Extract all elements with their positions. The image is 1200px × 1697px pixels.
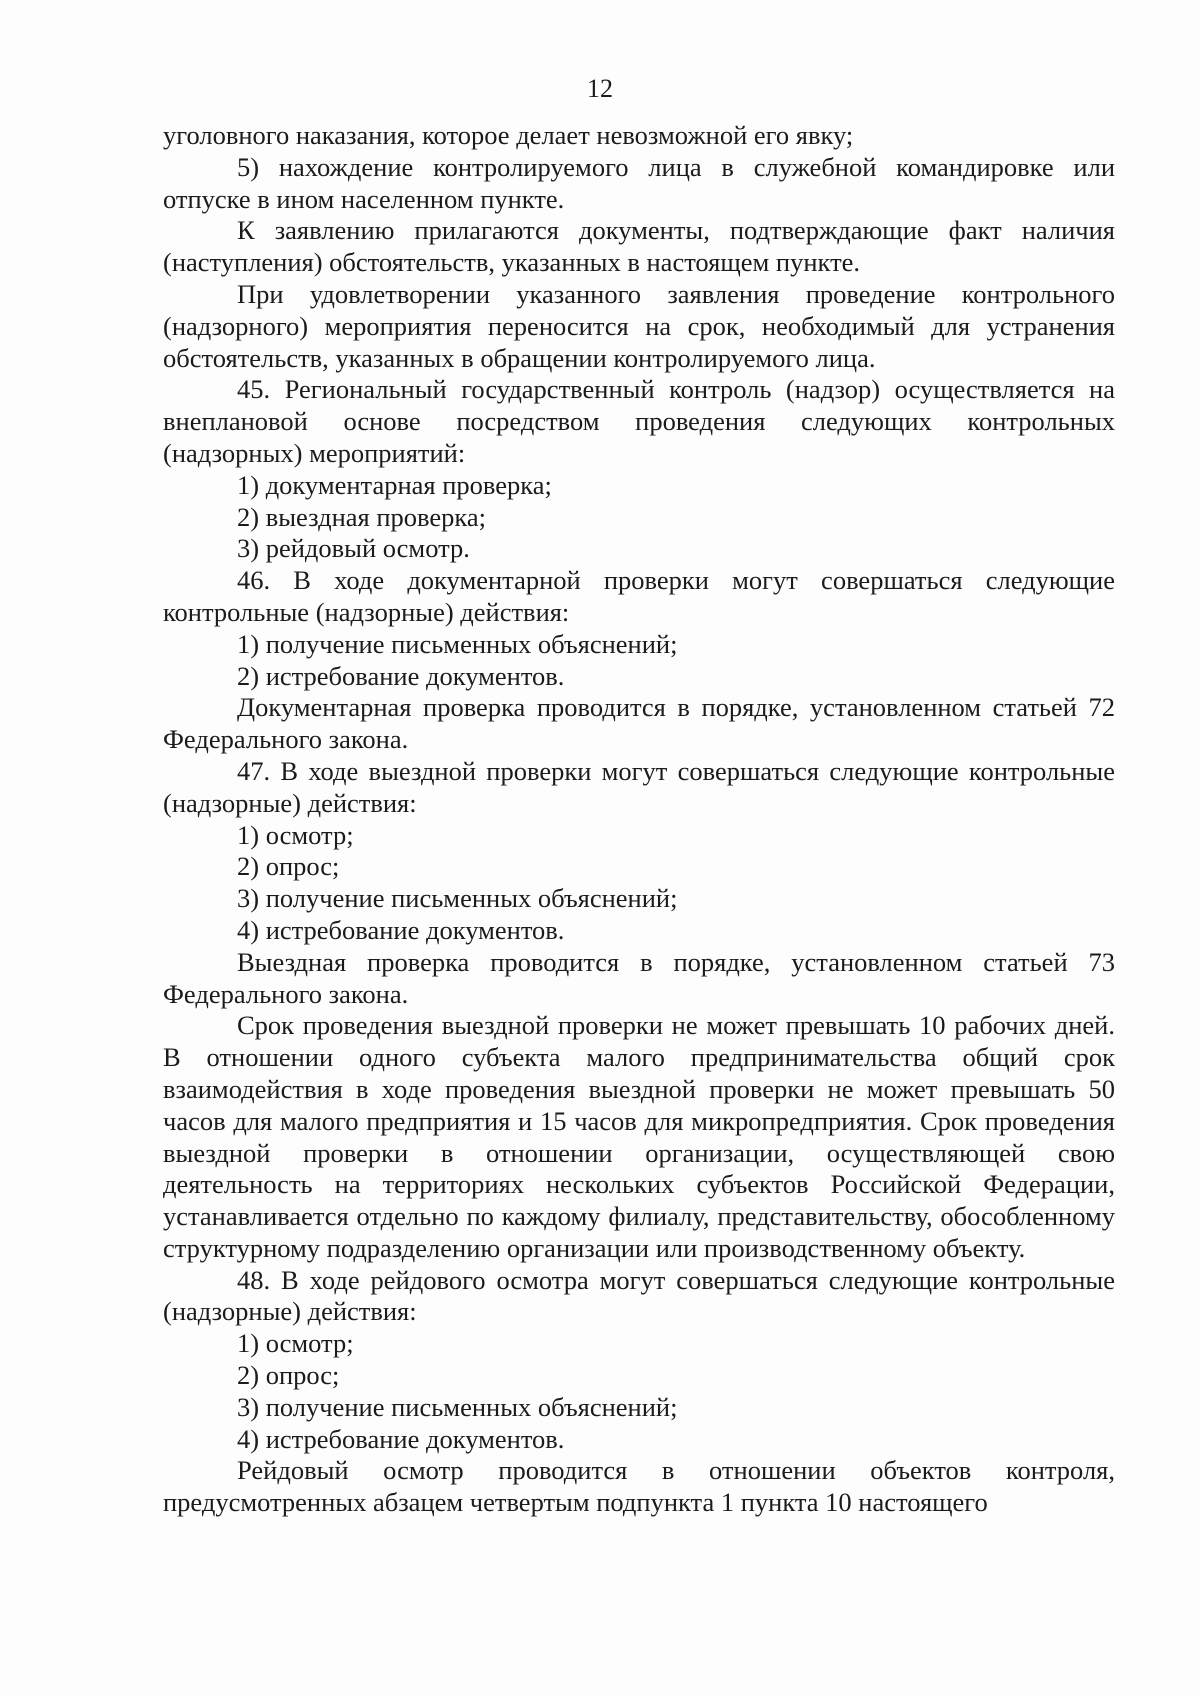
paragraph: 5) нахождение контролируемого лица в служебной командировке или отпуске в ином населенном пункте. [163,151,1115,214]
list-item: 2) опрос; [237,1360,340,1391]
list-item: 1) получение письменных объяснений; [237,628,678,659]
list-item: 1) осмотр; [237,1328,354,1359]
list-item: 3) получение письменных объяснений; [237,883,678,914]
page-number: 12 [587,74,613,103]
paragraph: Выездная проверка проводится в порядке, установленном статьей 73 Федерального закона. [163,946,1115,1009]
paragraph: 47. В ходе выездной проверки могут совершаться следующие контрольные (надзорные) действия: [163,755,1115,818]
paragraph: Рейдовый осмотр проводится в отношении объектов контроля, предусмотренных абзацем четвертым подпункта 1 пункта 10 настоящего [163,1455,1115,1518]
paragraph: Документарная проверка проводится в порядке, установленном статьей 72 Федерального закона. [163,692,1115,755]
list-item: 2) опрос; [237,851,340,882]
document-body [163,120,1115,1519]
list-item: 1) документарная проверка; [237,469,552,500]
paragraph: Срок проведения выездной проверки не может превышать 10 рабочих дней. В отношении одного субъекта малого предпринимательства общий срок взаимодействия в ходе проведения выездной проверки не может превышать 50 часов для малого предприятия и 15 часов для микропредприятия. Срок проведения выездной проверки в отношении организации, осуществляющей свою деятельность на территориях нескольких субъектов Российской Федерации, устанавливается отдельно по каждому филиалу, представительству, обособленному структурному подразделению организации или производственному объекту. [163,1010,1115,1263]
paragraph: 45. Региональный государственный контроль (надзор) осуществляется на внеплановой основе посредством проведения следующих контрольных (надзорных) мероприятий: [163,374,1115,468]
paragraph: 46. В ходе документарной проверки могут совершаться следующие контрольные (надзорные) действия: [163,565,1115,627]
list-item: 3) получение письменных объяснений; [237,1391,678,1422]
list-item: 3) рейдовый осмотр. [237,533,470,564]
list-item: 2) выездная проверка; [237,501,486,532]
paragraph: уголовного наказания, которое делает невозможной его явку; [163,120,854,150]
paragraph: К заявлению прилагаются документы, подтверждающие факт наличия (наступления) обстоятельств, указанных в настоящем пункте. [163,215,1115,278]
list-item: 4) истребование документов. [237,914,565,945]
list-item: 4) истребование документов. [237,1423,565,1454]
list-item: 2) истребование документов. [237,660,565,691]
paragraph: 48. В ходе рейдового осмотра могут совершаться следующие контрольные (надзорные) действия: [163,1264,1115,1327]
list-item: 1) осмотр; [237,819,354,850]
paragraph: При удовлетворении указанного заявления проведение контрольного (надзорного) мероприятия переносится на срок, необходимый для устранения обстоятельств, указанных в обращении контролируемого лица. [163,278,1115,373]
